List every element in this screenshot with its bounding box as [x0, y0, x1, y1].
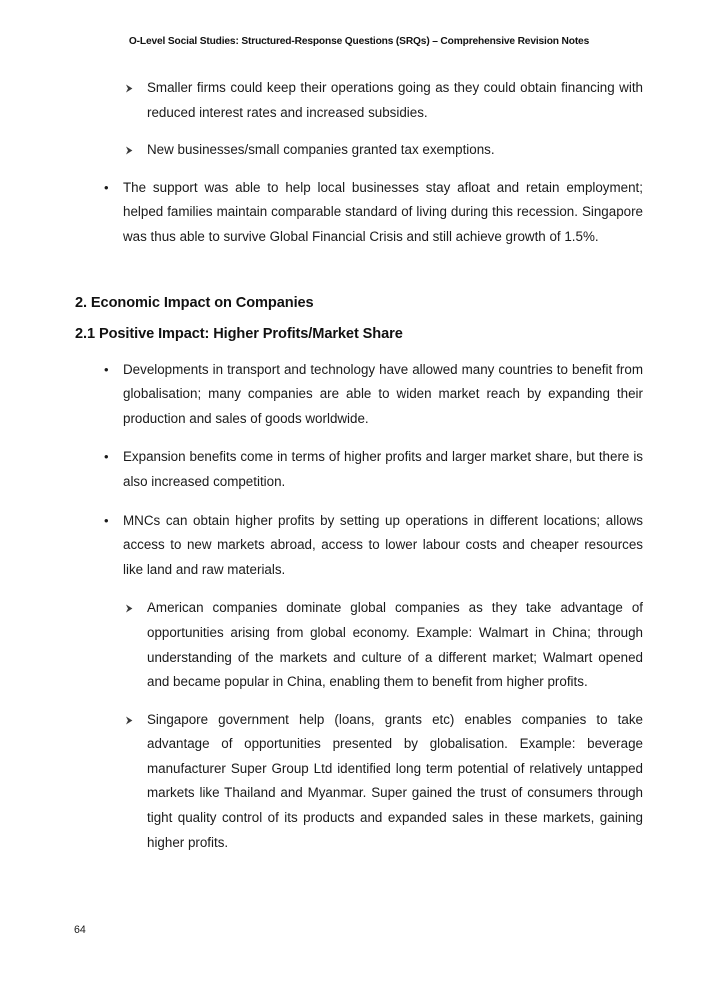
section-heading: 2. Economic Impact on Companies [75, 294, 314, 311]
list-item-text: The support was able to help local businesses stay afloat and retain employment; helped families maintain comparable standard of living during this recession. Singapore was thus able to survive Global Financial Crisis and still achieve growth of 1.5%. [123, 179, 643, 244]
list-item-text: Singapore government help (loans, grants etc) enables companies to take advantage of opportunities presented by globalisation. Example: beverage manufacturer Super Group Ltd identified long term potential of relatively untapped markets like Thailand and Myanmar. Super gained the trust of consumers through tight quality control of its products and expanded sales in these markets, gaining higher profits. [147, 711, 643, 850]
list-item-text: Smaller firms could keep their operations going as they could obtain financing with reduced interest rates and increased subsidies. [147, 80, 643, 120]
bullet-dot-icon: • [104, 512, 109, 528]
running-header: O-Level Social Studies: Structured-Response Questions (SRQs) – Comprehensive Revision Notes [128, 36, 590, 47]
list-item [75, 708, 643, 856]
list-item [75, 76, 643, 125]
arrowhead-right-icon [125, 76, 134, 93]
list-item [75, 445, 643, 494]
spacer [75, 342, 643, 358]
list-item [75, 138, 643, 163]
continuation-sublist [75, 76, 643, 163]
continuation-bullet-list [75, 176, 643, 250]
subsection-bullet-list [75, 358, 643, 583]
arrowhead-right-icon [125, 138, 134, 155]
list-item [75, 509, 643, 583]
list-item [75, 358, 643, 432]
list-item-text: New businesses/small companies granted tax exemptions. [147, 142, 495, 158]
page-content [75, 76, 643, 868]
list-item-text: Expansion benefits come in terms of higher profits and larger market share, but there is also increased competition. [123, 449, 643, 489]
bullet-dot-icon: • [104, 179, 109, 195]
list-item-text: MNCs can obtain higher profits by setting up operations in different locations; allows access to new markets abroad, access to lower labour costs and cheaper resources like land and raw materials. [123, 512, 643, 577]
bullet-dot-icon: • [104, 361, 109, 377]
list-item-text: American companies dominate global companies as they take advantage of opportunities arising from global economy. Example: Walmart in China; through understanding of the markets and culture of a different market; Walmart opened and became popular in China, enabling them to benefit from higher profits. [147, 600, 643, 690]
subsection-heading: 2.1 Positive Impact: Higher Profits/Market Share [75, 325, 403, 342]
subsection-sublist [75, 596, 643, 855]
spacer [75, 311, 643, 326]
list-item [75, 176, 643, 250]
spacer [75, 264, 643, 295]
list-item [75, 596, 643, 694]
list-item-text: Developments in transport and technology have allowed many countries to benefit from globalisation; many companies are able to widen market reach by expanding their production and sales of goods worldwide. [123, 361, 643, 426]
page-number: 64 [74, 924, 86, 936]
arrowhead-right-icon [125, 708, 134, 725]
arrowhead-right-icon [125, 596, 134, 613]
bullet-dot-icon: • [104, 449, 109, 465]
